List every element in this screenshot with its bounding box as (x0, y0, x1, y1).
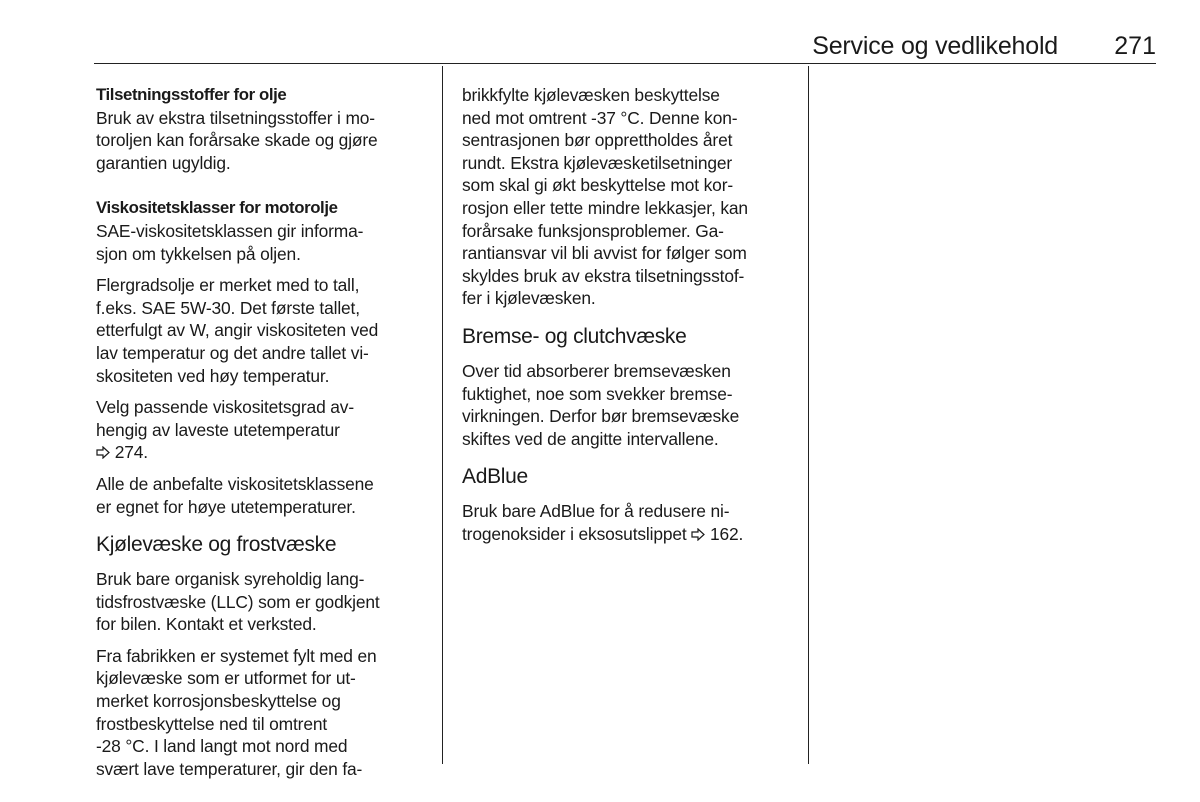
text-line: Flergradsolje er merket med to tall, (96, 275, 360, 296)
text-line: rosjon eller tette mindre lekkasjer, kan (462, 197, 748, 218)
crossref-page[interactable]: 274. (114, 442, 148, 463)
page-section-title: Service og vedlikehold (812, 32, 1058, 60)
heading-coolant: Kjølevæske og frostvæske (96, 533, 337, 557)
text-line: forårsake funksjonsproblemer. Ga- (462, 220, 724, 241)
text-line: kjølevæske som er utformet for ut- (96, 668, 356, 689)
section-oil-additives (96, 84, 434, 174)
text-line: SAE-viskositetsklassen gir informa- (96, 220, 364, 241)
text-line: -28 °C. I land langt mot nord med (96, 736, 348, 757)
text-line: tidsfrostvæske (LLC) som er godkjent (96, 591, 380, 612)
text-line: virkningen. Derfor bør bremsevæske (462, 406, 740, 427)
subheading-viscosity-classes: Viskositetsklasser for motorolje (96, 198, 338, 218)
text-line: skyldes bruk av ekstra tilsetningsstof- (462, 265, 745, 286)
text-line: fuktighet, noe som svekker bremse- (462, 383, 733, 404)
page-number: 271 (1114, 32, 1156, 60)
text-line: fer i kjølevæsken. (462, 288, 596, 309)
text-line: skiftes ved de angitte intervallene. (462, 428, 719, 449)
text-line: f.eks. SAE 5W-30. Det første tallet, (96, 297, 360, 318)
text-line: Alle de anbefalte viskositetsklassene (96, 473, 374, 494)
text-line: ned mot omtrent -37 °C. Denne kon- (462, 107, 738, 128)
text-line: hengig av laveste utetemperatur (96, 419, 340, 440)
paragraph-multigrade (96, 274, 434, 387)
text-line: rundt. Ekstra kjølevæsketilsetninger (462, 152, 733, 173)
text-line: etterfulgt av W, angir viskositeten ved (96, 320, 379, 341)
text-line: trogenoksider i eksosutslippet (462, 523, 687, 544)
text-line: merket korrosjonsbeskyttelse og (96, 691, 341, 712)
paragraph-factory-coolant (96, 645, 434, 781)
paragraph-adblue (462, 500, 798, 545)
text-line: for bilen. Kontakt et verksted. (96, 614, 317, 635)
text-line: som skal gi økt beskyttelse mot kor- (462, 175, 733, 196)
column-1 (96, 84, 434, 789)
text-line: svært lave temperaturer, gir den fa- (96, 758, 363, 779)
heading-brake-fluid: Bremse- og clutchvæske (462, 324, 687, 348)
crossref-line[interactable] (96, 441, 434, 464)
text-line: frostbeskyttelse ned til omtrent (96, 713, 328, 734)
paragraph-choose-grade (96, 396, 434, 464)
crossref-arrow-icon (691, 528, 705, 541)
text-line: skositeten ved høy temperatur. (96, 365, 330, 386)
text-line: Over tid absorberer bremsevæsken (462, 360, 731, 381)
text-line: lav temperatur og det andre tallet vi- (96, 342, 369, 363)
paragraph-brake-fluid (462, 360, 798, 450)
text-line: toroljen kan forårsake skade og gjøre (96, 130, 378, 151)
column-2 (462, 84, 798, 555)
text-line: Fra fabrikken er systemet fylt med en (96, 645, 377, 666)
crossref-page[interactable]: 162. (709, 523, 744, 544)
column-divider-1 (442, 66, 443, 764)
crossref-line[interactable] (462, 523, 798, 546)
text-line: garantien ugyldig. (96, 152, 231, 173)
text-line: Bruk bare AdBlue for å redusere ni- (462, 501, 730, 522)
text-line: er egnet for høye utetemperaturer. (96, 496, 356, 517)
text-line: rantiansvar vil bli avvist for følger som (462, 243, 747, 264)
section-viscosity-classes (96, 197, 434, 265)
column-divider-2 (808, 66, 809, 764)
paragraph-coolant-llc (96, 568, 434, 636)
subheading-oil-additives: Tilsetningsstoffer for olje (96, 85, 287, 104)
text-line: Bruk bare organisk syreholdig lang- (96, 569, 365, 590)
text-line: Velg passende viskositetsgrad av- (96, 397, 354, 418)
text-line: sjon om tykkelsen på oljen. (96, 243, 301, 264)
paragraph-coolant-continued (462, 84, 798, 310)
heading-adblue: AdBlue (462, 465, 528, 489)
text-line: Bruk av ekstra tilsetningsstoffer i mo- (96, 107, 375, 128)
paragraph-recommended-classes (96, 473, 434, 518)
text-line: sentrasjonen bør opprettholdes året (462, 130, 733, 151)
header-rule (94, 63, 1156, 64)
text-line: brikkfylte kjølevæsken beskyttelse (462, 85, 720, 105)
crossref-arrow-icon (96, 446, 110, 459)
